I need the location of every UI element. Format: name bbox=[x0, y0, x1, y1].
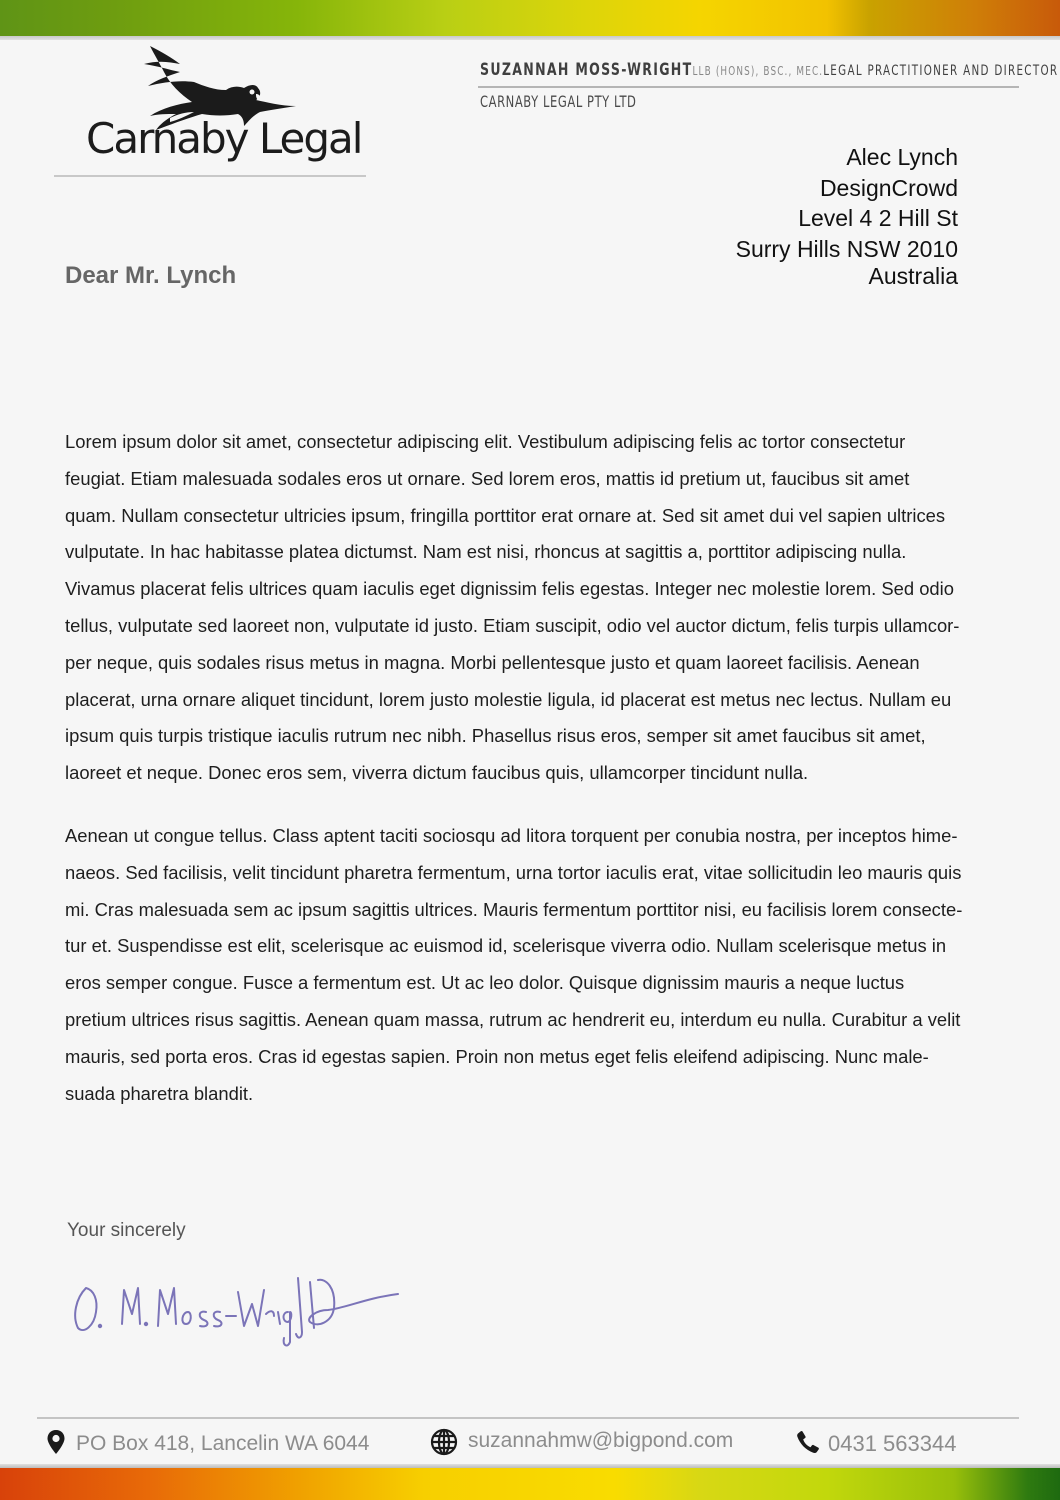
body-line: quam. Nullam consectetur ultricies ipsum, fringilla porttitor erat ornare at. Sed sit amet dui vel sapien ultrices bbox=[65, 504, 946, 526]
practitioner-qualifications: LLB (HONS), BSC., MEC. bbox=[692, 64, 824, 78]
body-line: per neque, quis sodales risus metus in magna. Morbi pellentesque justo et quam laoreet facilisis. Aenean bbox=[65, 651, 920, 673]
footer-address bbox=[46, 1426, 369, 1462]
body-paragraph bbox=[65, 424, 1025, 792]
body-line: vulputate. In hac habitasse platea dictumst. Nam est nisi, rhoncus at sagittis a, porttitor adipiscing nulla. bbox=[65, 541, 907, 563]
phone-icon bbox=[796, 1430, 820, 1459]
footer-phone[interactable] bbox=[796, 1426, 956, 1462]
address-text: PO Box 418, Lancelin WA 6044 bbox=[76, 1432, 370, 1455]
handwritten-signature bbox=[66, 1268, 406, 1352]
body-line: Aenean ut congue tellus. Class aptent taciti sociosqu ad litora torquent per conubia nostra, per inceptos hime- bbox=[65, 824, 958, 846]
top-band-edge bbox=[0, 36, 1060, 40]
practitioner-role: LEGAL PRACTITIONER AND DIRECTOR bbox=[823, 63, 1059, 79]
body-line: mauris, sed porta eros. Cras id egestas sapien. Proin non metus eget felis eleifend adipiscing. Nunc male- bbox=[65, 1045, 929, 1067]
recipient-suburb: Surry Hills NSW 2010 bbox=[735, 235, 958, 262]
top-color-band bbox=[0, 0, 1060, 36]
recipient-street: Level 4 2 Hill St bbox=[798, 205, 958, 231]
company-logo bbox=[60, 42, 360, 172]
email-link[interactable]: suzannahmw@bigpond.com bbox=[468, 1429, 734, 1452]
company-name: CARNABY LEGAL PTY LTD bbox=[480, 92, 637, 111]
bottom-color-band bbox=[0, 1468, 1060, 1500]
body-line: ipsum quis turpis tristique iaculis rutrum nec nibh. Phasellus risus eros, semper sit amet faucibus sit amet, bbox=[65, 725, 926, 747]
body-line: eros semper congue. Fusce a fermentum est. Ut ac leo dolor. Quisque dignissim mauris a neque luctus bbox=[65, 972, 905, 994]
recipient-address bbox=[736, 142, 958, 288]
body-line: Vivamus placerat felis ultrices quam iaculis eget dignissim felis egestas. Integer nec molestie lorem. Sed odio bbox=[65, 578, 954, 600]
body-line: placerat, urna ornare aliquet tincidunt, lorem justo molestie ligula, id placerat est metus nec lectus. Nullam eu bbox=[65, 688, 952, 710]
phone-number[interactable]: 0431 563344 bbox=[828, 1431, 957, 1456]
globe-icon bbox=[430, 1428, 458, 1461]
logo-wordmark: Carnaby Legal bbox=[86, 114, 362, 163]
body-line: suada pharetra blandit. bbox=[65, 1082, 254, 1104]
body-line: pretium ultrices risus sagittis. Aenean quam massa, rutrum ac hendrerit eu, interdum eu nulla. Curabitur a velit bbox=[65, 1008, 961, 1030]
recipient-name: Alec Lynch bbox=[846, 144, 958, 170]
body-paragraph bbox=[65, 818, 1025, 1112]
practitioner-name: SUZANNAH MOSS-WRIGHT bbox=[480, 60, 693, 80]
practitioner-header bbox=[480, 60, 1059, 80]
body-line: mi. Cras malesuada sem ac ipsum sagittis ultrices. Mauris fermentum porttitor nisi, eu facilisis lorem consecte- bbox=[65, 898, 963, 920]
footer-divider bbox=[37, 1417, 1019, 1419]
recipient-country: Australia bbox=[868, 263, 958, 289]
body-line: laoreet et neque. Donec eros sem, viverra dictum faucibus quis, ullamcorper tincidunt nulla. bbox=[65, 762, 809, 784]
header-divider bbox=[478, 86, 1019, 88]
body-line: Lorem ipsum dolor sit amet, consectetur adipiscing elit. Vestibulum adipiscing felis ac tortor consectetur bbox=[65, 431, 906, 452]
logo-divider bbox=[54, 175, 366, 177]
map-pin-icon bbox=[46, 1429, 66, 1460]
letter-body bbox=[65, 424, 1025, 1138]
body-line: tellus, vulputate sed laoreet non, vulputate id justo. Etiam suscipit, odio vel auctor dictum, felis turpis ullamcor- bbox=[65, 614, 960, 636]
salutation: Dear Mr. Lynch bbox=[65, 262, 237, 289]
contact-footer bbox=[0, 1426, 1060, 1462]
closing-phrase: Your sincerely bbox=[67, 1220, 186, 1241]
body-line: naeos. Sed facilisis, velit tincidunt pharetra fermentum, urna tortor iaculis erat, vitae sollicitudin leo mauris quis bbox=[65, 861, 962, 883]
body-line: feugiat. Etiam malesuada sodales eros ut ornare. Sed lorem eros, mattis id pretium ut, faucibus sit amet bbox=[65, 467, 910, 489]
recipient-company: DesignCrowd bbox=[819, 174, 958, 201]
body-line: tur et. Suspendisse est elit, scelerisque ac euismod id, scelerisque viverra odio. Nullam scelerisque metus in bbox=[65, 935, 947, 957]
footer-email[interactable] bbox=[430, 1426, 733, 1462]
